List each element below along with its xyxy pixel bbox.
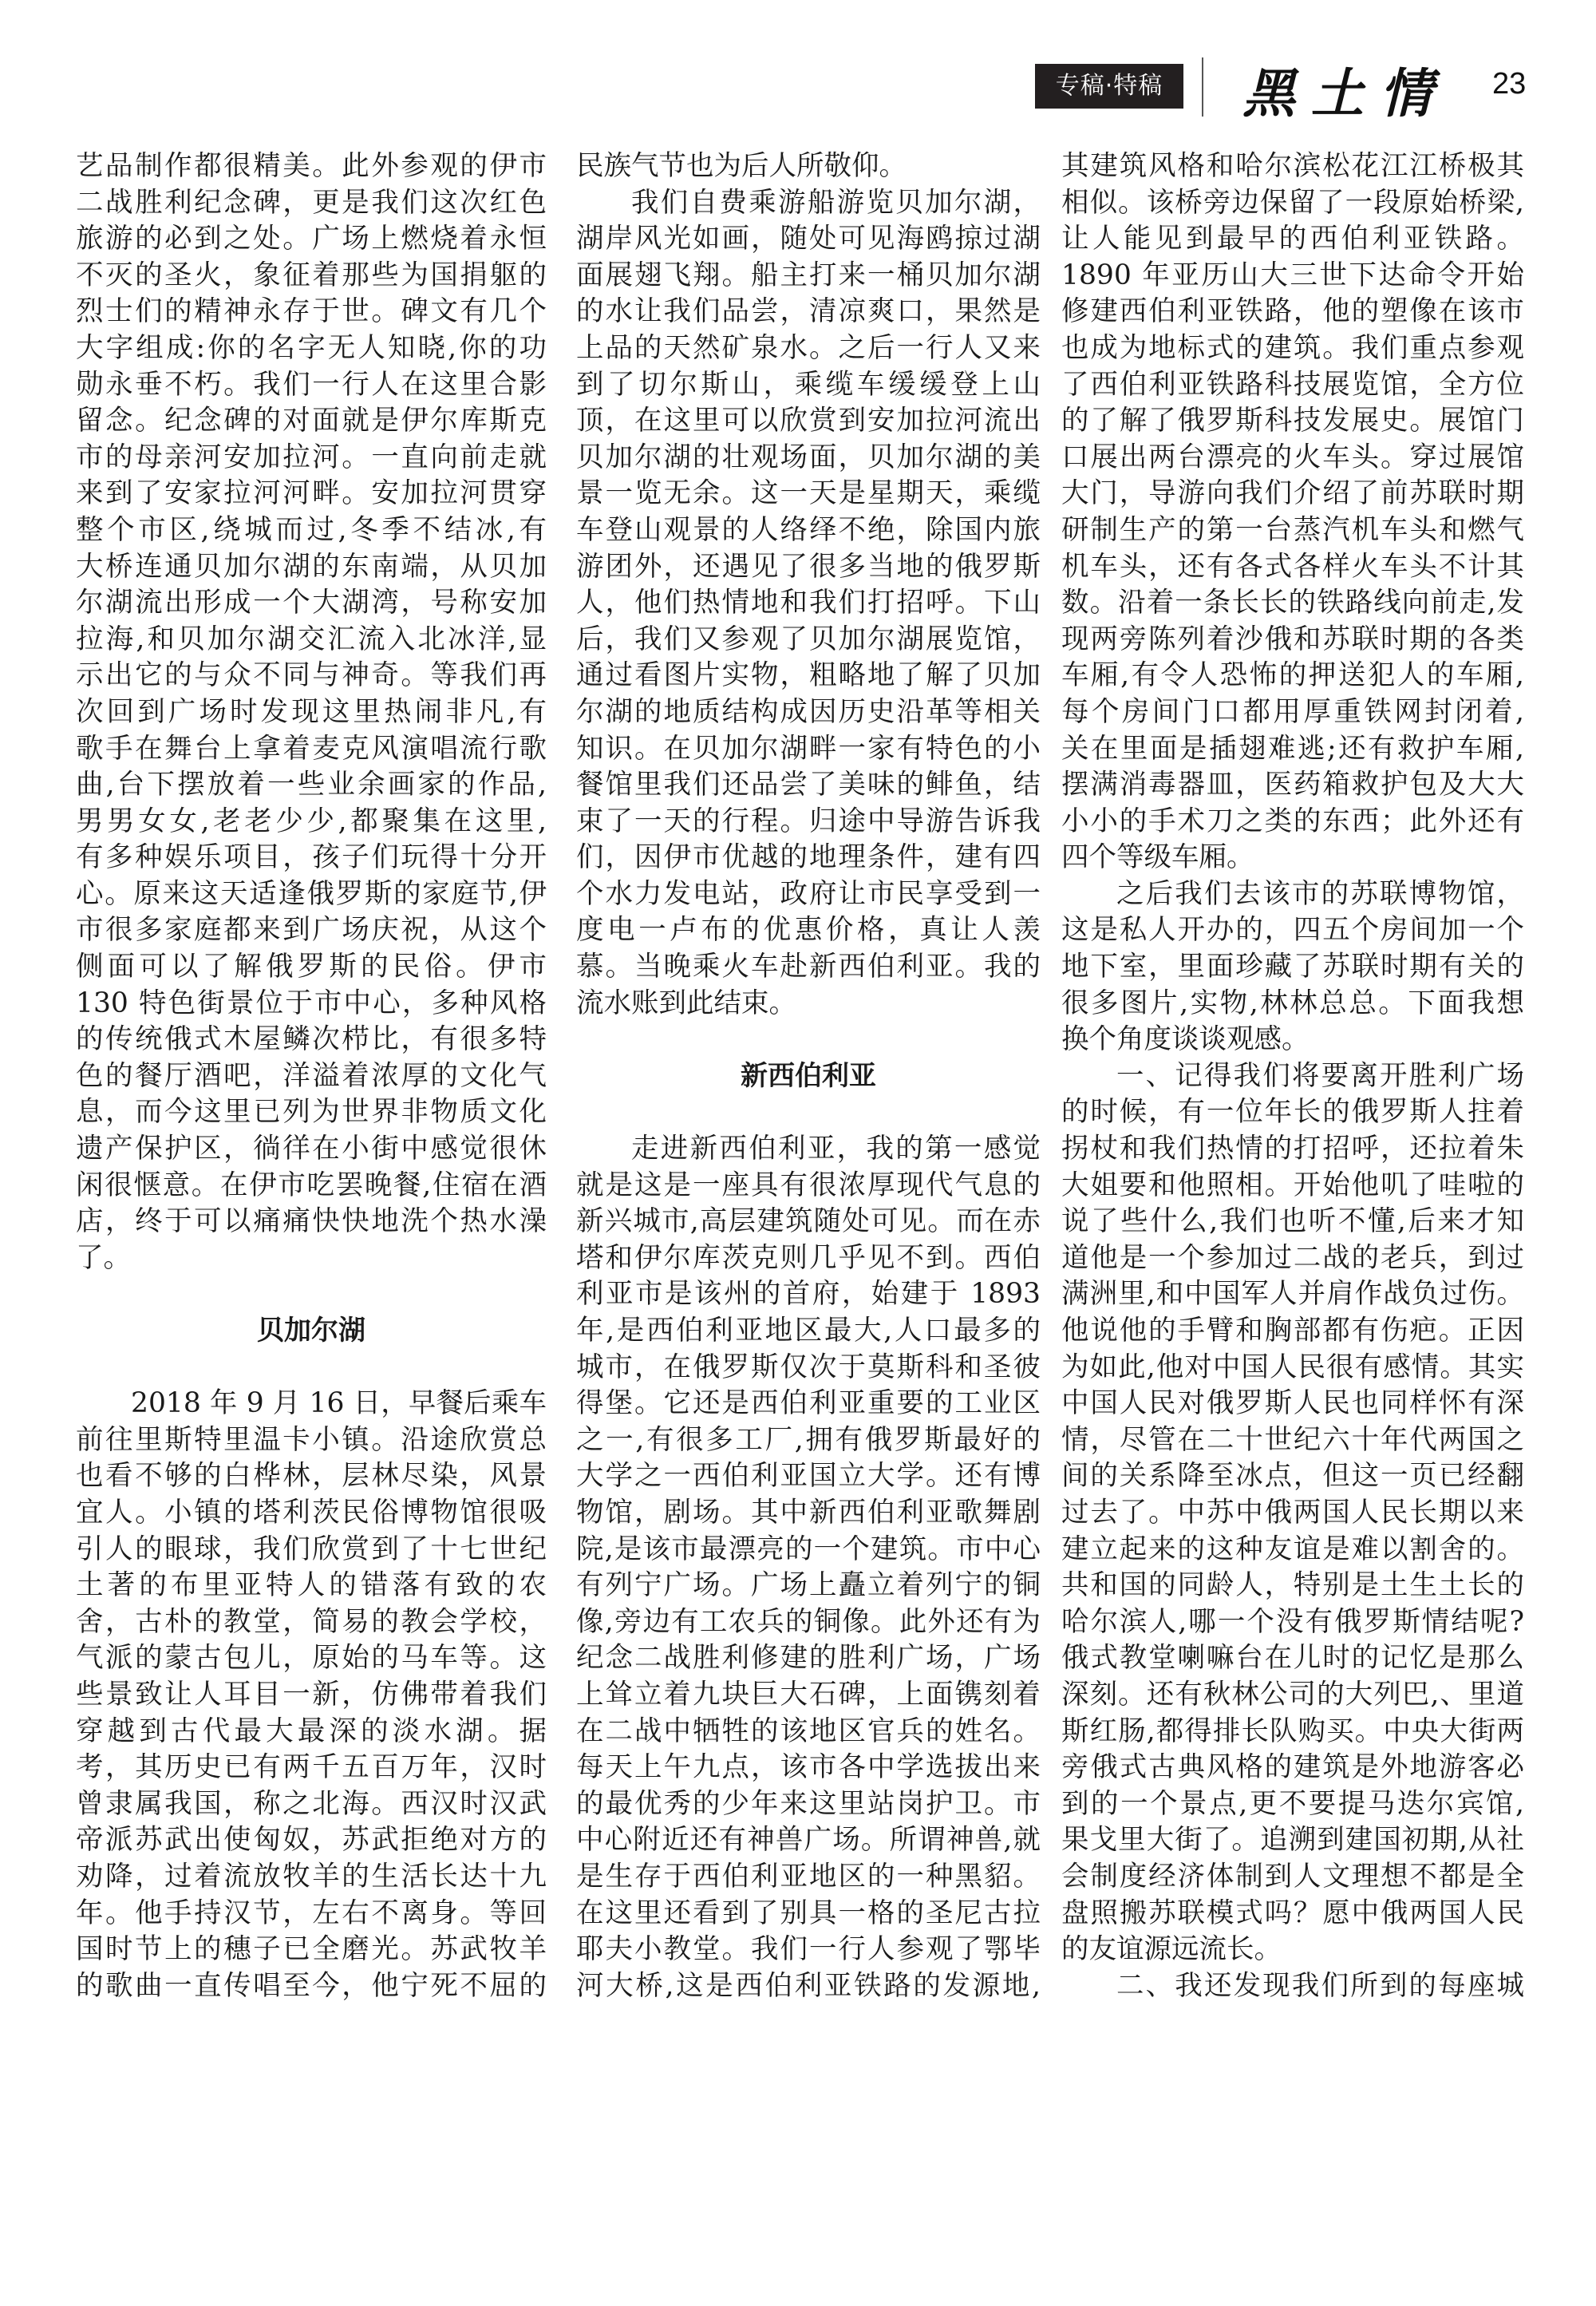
text-line: 景一览无余。这一天是星期天，乘缆 — [576, 477, 1041, 510]
text-line: 曾隶属我国，称之北海。西汉时汉武 — [76, 1787, 547, 1820]
text-line: 侧面可以了解俄罗斯的民俗。伊市 — [76, 951, 547, 983]
paragraph — [1061, 148, 1524, 876]
text-line: 了西伯利亚铁路科技展览馆，全方位 — [1061, 368, 1524, 401]
text-line: 考，其历史已有两千五百万年，汉时 — [76, 1751, 547, 1784]
text-line: 共和国的同龄人，特别是土生土长的 — [1061, 1569, 1524, 1602]
text-line: 让人能见到最早的西伯利亚铁路。 — [1061, 223, 1524, 255]
text-line: 心。原来这天适逢俄罗斯的家庭节,伊 — [76, 877, 547, 910]
text-line: 人，他们热情地和我们打招呼。下山 — [576, 587, 1041, 619]
text-line: 二战胜利纪念碑，更是我们这次红色 — [76, 186, 547, 219]
text-line: 气派的蒙古包儿，原始的马车等。这 — [76, 1642, 547, 1675]
text-line: 拐杖和我们热情的打招呼，还拉着朱 — [1061, 1133, 1524, 1165]
text-line: 之后我们去该市的苏联博物馆， — [1116, 877, 1524, 910]
text-line: 新兴城市,高层建筑随处可见。而在赤 — [576, 1205, 1041, 1238]
text-line: 数。沿着一条长长的铁路线向前走,发 — [1061, 587, 1524, 619]
text-line: 换个角度谈谈观感。 — [1061, 1023, 1310, 1056]
text-line: 次回到广场时发现这里热闹非凡,有 — [76, 695, 547, 728]
text-line: 通过看图片实物，粗略地了解了贝加 — [576, 659, 1041, 692]
section-heading: 新西伯利亚 — [741, 1059, 876, 1092]
text-line: 烈士们的精神永存于世。碑文有几个 — [76, 295, 547, 328]
text-line: 他说他的手臂和胸部都有伤疤。正因 — [1061, 1315, 1524, 1347]
text-line: 息，而今这里已列为世界非物质文化 — [76, 1096, 547, 1129]
text-line: 物馆，剧场。其中新西伯利亚歌舞剧 — [576, 1496, 1041, 1529]
text-line: 2018 年 9 月 16 日，早餐后乘车 — [131, 1387, 547, 1420]
text-line: 不灭的圣火，象征着那些为国捐躯的 — [76, 259, 547, 291]
text-line: 过去了。中苏中俄两国人民长期以来 — [1061, 1496, 1524, 1529]
text-line: 车登山观景的人络绎不绝，除国内旅 — [576, 513, 1041, 546]
text-line: 色的餐厅酒吧，洋溢着浓厚的文化气 — [76, 1059, 547, 1092]
text-line: 宜人。小镇的塔利茨民俗博物馆很吸 — [76, 1496, 547, 1529]
paragraph — [76, 1386, 547, 2004]
text-line: 个水力发电站，政府让市民享受到一 — [576, 877, 1041, 910]
text-line: 修建西伯利亚铁路，他的塑像在该市 — [1061, 295, 1524, 328]
paragraph — [576, 148, 1041, 185]
text-line: 年。他手持汉节，左右不离身。等回 — [76, 1897, 547, 1929]
text-line: 拉海,和贝加尔湖交汇流入北冰洋,显 — [76, 623, 547, 655]
paragraph — [1061, 876, 1524, 1058]
text-line: 的传统俄式木屋鳞次栉比，有很多特 — [76, 1023, 547, 1056]
text-line: 整个市区,绕城而过,冬季不结冰,有 — [76, 513, 547, 546]
text-line: 顶，在这里可以欣赏到安加拉河流出 — [576, 405, 1041, 437]
text-line: 在这里还看到了别具一格的圣尼古拉 — [576, 1897, 1041, 1929]
text-line: 满洲里,和中国军人并肩作战负过伤。 — [1061, 1278, 1524, 1311]
text-line: 说了些什么,我们也听不懂,后来才知 — [1061, 1205, 1524, 1238]
text-line: 之一,有很多工厂,拥有俄罗斯最好的 — [576, 1423, 1041, 1456]
text-line: 我们自费乘游船游览贝加尔湖， — [631, 186, 1041, 219]
text-line: 有多种娱乐项目，孩子们玩得十分开 — [76, 841, 547, 874]
text-line: 贝加尔湖的壮观场面，贝加尔湖的美 — [576, 441, 1041, 473]
text-line: 机车头，还有各式各样火车头不计其 — [1061, 550, 1524, 583]
text-line: 闲很惬意。在伊市吃罢晚餐,住宿在酒 — [76, 1169, 547, 1201]
text-line: 在二战中牺牲的该地区官兵的姓名。 — [576, 1715, 1041, 1747]
article-column-2 — [576, 148, 1041, 2004]
text-line: 这是私人开办的，四五个房间加一个 — [1061, 914, 1524, 947]
text-line: 大门，导游向我们介绍了前苏联时期 — [1061, 477, 1524, 510]
text-line: 纪念二战胜利修建的胜利广场，广场 — [576, 1642, 1041, 1675]
text-line: 示出它的与众不同与神奇。等我们再 — [76, 659, 547, 692]
text-line: 尔湖流出形成一个大湖湾，号称安加 — [76, 587, 547, 619]
text-line: 民族气节也为后人所敬仰。 — [576, 150, 907, 182]
text-line: 些景致让人耳目一新，仿佛带着我们 — [76, 1678, 547, 1711]
section-spacer — [76, 1350, 547, 1386]
section-spacer — [76, 1276, 547, 1313]
text-line: 130 特色街景位于市中心，多种风格 — [76, 987, 547, 1019]
text-line: 土著的布里亚特人的错落有致的农 — [76, 1569, 547, 1602]
paragraph — [576, 1131, 1041, 2004]
text-line: 中国人民对俄罗斯人民也同样怀有深 — [1061, 1387, 1524, 1420]
page-number: 23 — [1492, 67, 1527, 101]
text-line: 是生存于西伯利亚地区的一种黑貂。 — [576, 1860, 1041, 1893]
text-line: 大字组成:你的名字无人知晓,你的功 — [76, 331, 547, 364]
text-line: 前往里斯特里温卡小镇。沿途欣赏总 — [76, 1423, 547, 1456]
text-line: 建立起来的这种友谊是难以割舍的。 — [1061, 1533, 1524, 1565]
text-line: 的歌曲一直传唱至今，他宁死不屈的 — [76, 1969, 547, 2002]
text-line: 哈尔滨人,哪一个没有俄罗斯情结呢? — [1061, 1605, 1524, 1638]
text-line: 斯红肠,都得排长队购买。中央大街两 — [1061, 1715, 1524, 1747]
text-line: 市的母亲河安加拉河。一直向前走就 — [76, 441, 547, 473]
text-line: 了。 — [76, 1241, 131, 1274]
section-heading: 贝加尔湖 — [257, 1315, 365, 1347]
text-line: 艺品制作都很精美。此外参观的伊市 — [76, 150, 547, 182]
text-line: 的友谊源远流长。 — [1061, 1933, 1282, 1966]
text-line: 留念。纪念碑的对面就是伊尔库斯克 — [76, 405, 547, 437]
text-line: 店，终于可以痛痛快快地洗个热水澡 — [76, 1205, 547, 1238]
text-line: 大学之一西伯利亚国立大学。还有博 — [576, 1460, 1041, 1493]
text-line: 束了一天的行程。归途中导游告诉我 — [576, 805, 1041, 837]
section-spacer — [576, 1094, 1041, 1131]
text-line: 的最优秀的少年来这里站岗护卫。市 — [576, 1787, 1041, 1820]
text-line: 盘照搬苏联模式吗？愿中俄两国人民 — [1061, 1897, 1524, 1929]
page-header — [1033, 62, 1544, 125]
text-line: 就是这是一座具有很浓厚现代气息的 — [576, 1169, 1041, 1201]
text-line: 男男女女,老老少少,都聚集在这里, — [76, 805, 547, 837]
text-line: 口展出两台漂亮的火车头。穿过展馆 — [1061, 441, 1524, 473]
text-line: 四个等级车厢。 — [1061, 841, 1254, 874]
text-line: 耶夫小教堂。我们一行人参观了鄂毕 — [576, 1933, 1041, 1966]
text-line: 会制度经济体制到人文理想不都是全 — [1061, 1860, 1524, 1893]
text-line: 有列宁广场。广场上矗立着列宁的铜 — [576, 1569, 1041, 1602]
text-line: 游团外，还遇见了很多当地的俄罗斯 — [576, 550, 1041, 583]
article-column-1 — [76, 148, 547, 2004]
text-line: 曲,台下摆放着一些业余画家的作品, — [76, 769, 547, 801]
text-line: 知识。在贝加尔湖畔一家有特色的小 — [576, 732, 1041, 765]
article-column-3 — [1061, 148, 1524, 2004]
text-line: 利亚市是该州的首府，始建于 1893 — [576, 1278, 1041, 1311]
text-line: 餐馆里我们还品尝了美味的鲱鱼，结 — [576, 769, 1041, 801]
paragraph — [576, 185, 1041, 1022]
text-line: 深刻。还有秋林公司的大列巴,、里道 — [1061, 1678, 1524, 1711]
text-line: 市很多家庭都来到广场庆祝，从这个 — [76, 914, 547, 947]
text-line: 湖岸风光如画，随处可见海鸥掠过湖 — [576, 223, 1041, 255]
text-line: 1890 年亚历山大三世下达命令开始 — [1061, 259, 1524, 291]
text-line: 关在里面是插翅难逃;还有救护车厢, — [1061, 732, 1524, 765]
text-line: 尔湖的地质结构成因历史沿革等相关 — [576, 695, 1041, 728]
text-line: 其建筑风格和哈尔滨松花江江桥极其 — [1061, 150, 1524, 182]
text-line: 道他是一个参加过二战的老兵，到过 — [1061, 1241, 1524, 1274]
text-line: 勋永垂不朽。我们一行人在这里合影 — [76, 368, 547, 401]
text-line: 车厢,有令人恐怖的押送犯人的车厢, — [1061, 659, 1524, 692]
text-line: 遗产保护区，徜徉在小街中感觉很休 — [76, 1133, 547, 1165]
text-line: 上品的天然矿泉水。之后一行人又来 — [576, 331, 1041, 364]
text-line: 果戈里大街了。追溯到建国初期,从社 — [1061, 1824, 1524, 1857]
text-line: 也看不够的白桦林，层林尽染，风景 — [76, 1460, 547, 1493]
text-line: 穿越到古代最大最深的淡水湖。据 — [76, 1715, 547, 1747]
text-line: 上耸立着九块巨大石碑，上面镌刻着 — [576, 1678, 1041, 1711]
text-line: 的水让我们品尝，清凉爽口，果然是 — [576, 295, 1041, 328]
text-line: 研制生产的第一台蒸汽机车头和燃气 — [1061, 513, 1524, 546]
text-line: 旅游的必到之处。广场上燃烧着永恒 — [76, 223, 547, 255]
text-line: 得堡。它还是西伯利亚重要的工业区 — [576, 1387, 1041, 1420]
paragraph — [1061, 1058, 1524, 1968]
text-line: 城市，在俄罗斯仅次于莫斯科和圣彼 — [576, 1351, 1041, 1383]
text-line: 塔和伊尔库茨克则几乎见不到。西伯 — [576, 1241, 1041, 1274]
text-line: 慕。当晚乘火车赴新西伯利亚。我的 — [576, 951, 1041, 983]
text-line: 流水账到此结束。 — [576, 987, 796, 1019]
text-line: 歌手在舞台上拿着麦克风演唱流行歌 — [76, 732, 547, 765]
text-line: 舍，古朴的教堂，简易的教会学校， — [76, 1605, 547, 1638]
text-line: 大姐要和他照相。开始他叽了哇啦的 — [1061, 1169, 1524, 1201]
text-line: 旁俄式古典风格的建筑是外地游客必 — [1061, 1751, 1524, 1784]
text-line: 一、记得我们将要离开胜利广场 — [1116, 1059, 1524, 1092]
text-line: 面展翅飞翔。船主打来一桶贝加尔湖 — [576, 259, 1041, 291]
text-line: 很多图片,实物,林林总总。下面我想 — [1061, 987, 1524, 1019]
text-line: 大桥连通贝加尔湖的东南端，从贝加 — [76, 550, 547, 583]
text-line: 的时候，有一位年长的俄罗斯人拄着 — [1061, 1096, 1524, 1129]
paragraph — [76, 148, 547, 1276]
text-line: 引人的眼球，我们欣赏到了十七世纪 — [76, 1533, 547, 1565]
text-line: 每天上午九点，该市各中学选拔出来 — [576, 1751, 1041, 1784]
text-line: 走进新西伯利亚，我的第一感觉 — [631, 1133, 1041, 1165]
text-line: 相似。该桥旁边保留了一段原始桥梁, — [1061, 186, 1524, 219]
text-line: 到的一个景点,更不要提马迭尔宾馆, — [1061, 1787, 1524, 1820]
text-line: 河大桥,这是西伯利亚铁路的发源地, — [576, 1969, 1041, 2002]
text-line: 来到了安家拉河河畔。安加拉河贯穿 — [76, 477, 547, 510]
text-line: 的了解了俄罗斯科技发展史。展馆门 — [1061, 405, 1524, 437]
text-line: 像,旁边有工农兵的铜像。此外还有为 — [576, 1605, 1041, 1638]
text-line: 后，我们又参观了贝加尔湖展览馆， — [576, 623, 1041, 655]
text-line: 小小的手术刀之类的东西；此外还有 — [1061, 805, 1524, 837]
text-line: 每个房间门口都用厚重铁网封闭着, — [1061, 695, 1524, 728]
text-line: 帝派苏武出使匈奴，苏武拒绝对方的 — [76, 1824, 547, 1857]
text-line: 劝降，过着流放牧羊的生活长达十九 — [76, 1860, 547, 1893]
text-line: 地下室，里面珍藏了苏联时期有关的 — [1061, 951, 1524, 983]
section-badge: 专稿·特稿 — [1035, 64, 1183, 109]
text-line: 摆满消毒器皿，医药箱救护包及大大 — [1061, 769, 1524, 801]
section-spacer — [576, 1022, 1041, 1058]
paragraph — [1061, 1968, 1524, 2005]
text-line: 到了切尔斯山，乘缆车缓缓登上山 — [576, 368, 1041, 401]
text-line: 间的关系降至冰点，但这一页已经翻 — [1061, 1460, 1524, 1493]
text-line: 也成为地标式的建筑。我们重点参观 — [1061, 331, 1524, 364]
text-line: 为如此,他对中国人民很有感情。其实 — [1061, 1351, 1524, 1383]
text-line: 国时节上的穗子已全磨光。苏武牧羊 — [76, 1933, 547, 1966]
text-line: 二、我还发现我们所到的每座城 — [1116, 1969, 1524, 2002]
text-line: 院,是该市最漂亮的一个建筑。市中心 — [576, 1533, 1041, 1565]
text-line: 度电一卢布的优惠价格，真让人羡 — [576, 914, 1041, 947]
text-line: 情，尽管在二十世纪六十年代两国之 — [1061, 1423, 1524, 1456]
text-line: 中心附近还有神兽广场。所谓神兽,就 — [576, 1824, 1041, 1857]
magazine-title-logo: 黑土情 — [1242, 62, 1448, 125]
text-line: 们，因伊市优越的地理条件，建有四 — [576, 841, 1041, 874]
text-line: 年,是西伯利亚地区最大,人口最多的 — [576, 1315, 1041, 1347]
header-divider — [1202, 57, 1203, 117]
text-line: 俄式教堂喇嘛台在儿时的记忆是那么 — [1061, 1642, 1524, 1675]
text-line: 现两旁陈列着沙俄和苏联时期的各类 — [1061, 623, 1524, 655]
